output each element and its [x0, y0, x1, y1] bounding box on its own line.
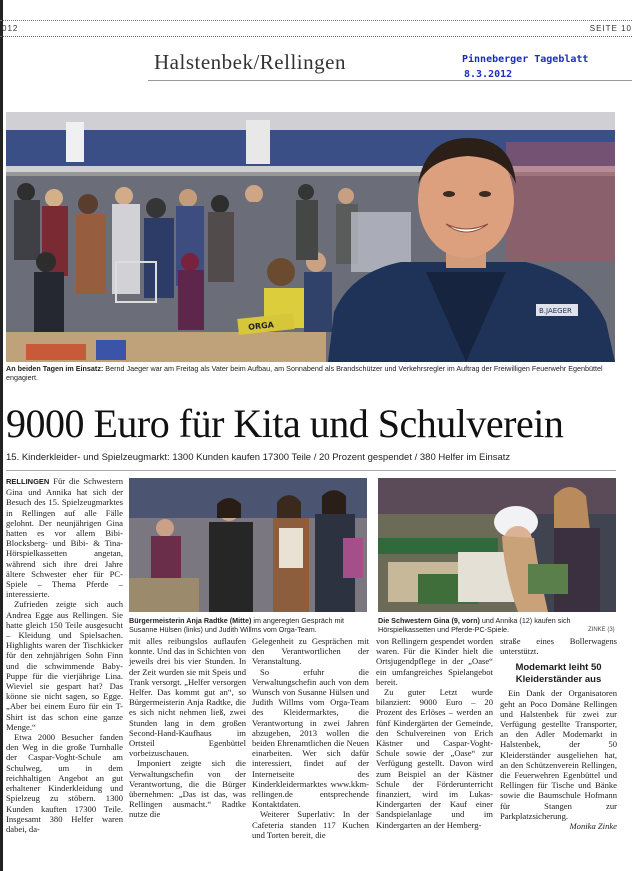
mid-caption-text: im angeregten Gespräch mit Susanne Hülsen (links) und Judith Willms vom Orga-Team. — [129, 616, 345, 634]
main-photo — [6, 112, 615, 362]
page-header — [0, 22, 642, 36]
stamp-paper-name: Pinneberger Tageblatt — [462, 54, 589, 65]
orga-bag-label: ORGA — [247, 320, 275, 332]
subline-rule — [6, 470, 616, 471]
col3-para-2: So erfuhr die Verwaltungschefin auch von dem Wunsch von Susanne Hülsen und Judith Willms vom Orga-Team des Kleidermarktes, die Verantwortung in zwei Jahren abzugeben, 2013 wollen die beiden Ehrenamtlichen die Neuen einarbeiten. Wer sich dafür interessiert, findet auf der Internetseite des Kinderkleidermarktes www.kkm-rellingen.de entsprechende Kontaktdaten. — [252, 666, 369, 810]
col1-para-1: RELLINGEN Für die Schwestern Gina und Annika hat sich der Besuch des 15. Spielzeugmarktes in Rellingen auf alle Fälle gelohnt. Der neunjährigen Gina hatten es vor allem Bibi-Blocksberg- und Bibi- & Tina-Hörspielkassetten angetan, während sich ihre drei Jahre ältere Schwester eher für PC-Spiele – Thema Pferde – interessierte. — [6, 476, 123, 600]
article-column-2 — [129, 636, 246, 820]
col2-para-2: Imponiert zeigte sich die Verwaltungschefin von der Verantwortung, die die Bürger übernehmen: „Das ist das, was Rellingen ausmacht.“ Radtke nutze die — [129, 758, 246, 820]
main-caption-text: Bernd Jaeger war am Freitag als Vater beim Aufbau, am Sonnabend als Brandschützer und Verkehrsregler im Auftrag der Freiwilligen Feuerwehr Egenbüttel engagiert. — [6, 364, 603, 382]
top-dotted-rule — [0, 20, 632, 21]
article-column-4 — [376, 636, 493, 830]
col1-para-2: Zufrieden zeigte sich auch Andrea Egge aus Rellingen. Sie hatte gleich 150 Teile ausgesucht – Kleidung und Spielsachen. Highlights waren der Tischkicker für den zehnjährigen Sohn Finn und die schwimmende Baby-Puppe für die vierjährige Lina. Wieviel sie gespart hat? Das könne sie nicht sagen, so Egge. „Aber bei einem Euro für ein T-Shirt ist das schon eine ganze Menge.“ — [6, 599, 123, 732]
main-caption-lead: An beiden Tagen im Einsatz: — [6, 364, 104, 373]
dateline: RELLINGEN — [6, 477, 50, 486]
article-headline: 9000 Euro für Kita und Schulverein — [6, 401, 564, 446]
mid-caption-lead: Bürgermeisterin Anja Radtke (Mitte) — [129, 616, 252, 625]
photo-credit: ZINKE (3) — [588, 627, 615, 633]
page-number-right: SEITE 10 — [589, 24, 632, 33]
col3-para-1: Gelegenheit zu Gesprächen mit den Verantwortlichen der Veranstaltung. — [252, 636, 369, 667]
right-caption-lead: Die Schwestern Gina (9, vorn) — [378, 616, 480, 625]
mid-photo-illustration — [129, 478, 367, 612]
col4-para-1: von Rellingern gespendet worden waren. Für die Kinder hielt die Ortsjugendpflege in der „Oase“ ein umfangreiches Spielangebot bereit. — [376, 636, 493, 687]
col3-para-3: Weiterer Superlativ: In der Cafeteria standen 117 Kuchen und Torten bereit, die — [252, 809, 369, 840]
main-photo-caption — [6, 364, 616, 382]
article-subline: 15. Kinderkleider- und Spielzeugmarkt: 1300 Kunden kaufen 17300 Teile / 20 Prozent gespendet / 380 Helfer im Einsatz — [6, 452, 511, 463]
right-caption-text: und Annika (12) kaufen sich Hörspielkassetten und Pferde-PC-Spiele. — [378, 616, 571, 634]
jacket-name-tag: B.JAEGER — [539, 307, 572, 315]
article-column-1 — [6, 476, 123, 834]
header-dotted-rule — [0, 36, 632, 37]
col4-para-2: Zu guter Letzt wurde bilanziert: 9000 Euro – 20 Prozent des Erlöses – werden an fünf Kindergärten der Gemeinde, den Schulvereinen von Erich Kästner und Caspar-Voght-Schule sowie der „Oase“ zur Verfügung gestellt. Davon wird zum Beispiel an der Kästner Schule der Förderunterricht finanziert, wird im Lukas-Kindergarten der Kauf einer Sandspielanlage und im Kindergarten an der Hemberg- — [376, 687, 493, 830]
author-byline: Monika Zinke — [569, 821, 617, 832]
section-title: Halstenbek/Rellingen — [154, 50, 346, 74]
section-rule — [148, 80, 632, 81]
scan-edge — [0, 0, 3, 871]
stamp-date: 8.3.2012 — [464, 69, 513, 80]
main-photo-illustration — [6, 112, 615, 362]
newspaper-stamp — [462, 52, 588, 82]
col5-top: straße eines Bollerwagens unterstützt. — [500, 636, 617, 657]
col2-para-1: mit alles reibungslos auflaufen konnte. Und das in Schichten von jeweils drei bis vier Stunden. In der Zeit wurden sie mit Speis und Trank versorgt. „Helfer versorgen Helfer. Das kommt gut an“, so Bürgermeisterin Anja Radtke, die es sich nicht nehmen ließ, zwei Stunden lang in dem großen Second-Hand-Kaufhaus im Ortsteil Egenbüttel vorbeizuschauen. — [129, 636, 246, 759]
mid-photo-caption — [129, 616, 369, 634]
page-number-left: 012 — [2, 24, 19, 33]
article-column-5 — [500, 636, 617, 831]
article-column-3 — [252, 636, 369, 840]
col5-subhead: Modemarkt leiht 50 Kleiderständer aus — [515, 662, 602, 686]
mid-photo — [129, 478, 367, 612]
right-photo-illustration — [378, 478, 616, 612]
right-photo — [378, 478, 616, 612]
right-photo-caption — [378, 616, 618, 634]
col1-para-3: Etwa 2000 Besucher fanden den Weg in die große Turnhalle der Caspar-Voght-Schule am Schulweg, um in dem reichhaltigen Angebot an gut erhaltener Kinderkleidung und Spielzeug zu stöbern. 1300 Kunden kauften 17300 Teile. Insgesamt 380 Helfer waren dabei, da- — [6, 732, 123, 834]
col5-para-1: Ein Dank der Organisatoren geht an Poco Domäne Rellingen und Halstenbek für zwei zur Verfügung gestellte Transporter, an den Adler Modemarkt in Halstenbek, der 50 Kleiderständer ausgeliehen hat, an den Schützenverein Rellingen, die Feuerwehren Egenbüttel und Rellingen für Tische und Bänke sowie die Baumschule Hofmann für Stangen zur Parkplatzsicherung. — [500, 688, 617, 821]
